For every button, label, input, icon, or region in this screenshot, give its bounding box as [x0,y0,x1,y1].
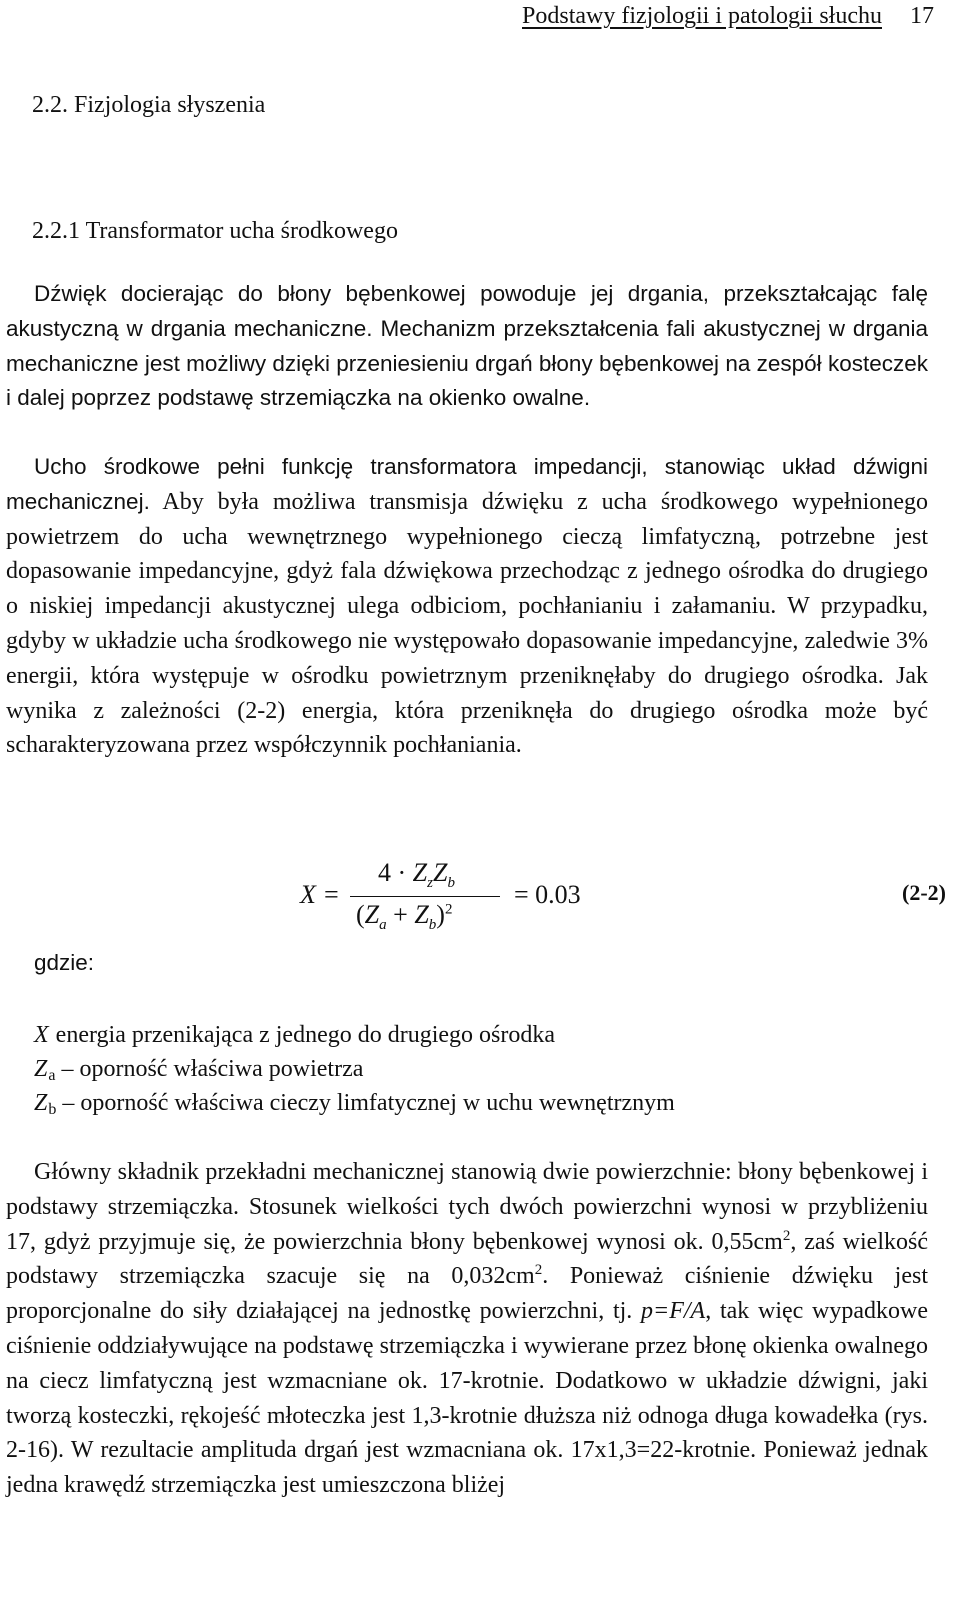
equation-result: = 0.03 [514,880,581,909]
equation-numerator: $4 \cdot Z_zZ_b$ [378,858,455,892]
paragraph-1-text: Dźwięk docierając do błony bębenkowej powoduje jej drgania, przekształcając falę akustyczną w drgania mechaniczne. Mechanizm przekształcenia fali akustycznej w drgania mechaniczne jest możliwy dzięki przeniesieniu drgań błony bębenkowej na zespół kosteczek i dalej poprzez podstawę strzemiączka na okienko owalne. [6,281,928,411]
paragraph-2-lead: Ucho środkowe pełni funkcję transformatora impedancji, stanowiąc układ dźwigni mechanicznej. [6,454,928,514]
page-number: 17 [910,3,934,29]
symbol-definitions [34,1018,675,1120]
where-label: gdzie: [34,950,95,975]
equation-denominator: $(Z_a + Z_b)^2$ [356,900,453,934]
section-heading: 2.2. Fizjologia słyszenia [32,92,266,118]
subsection-heading: 2.2.1 Transformator ucha środkowego [32,218,398,244]
definition-item: X energia przenikająca z jednego do drugiego ośrodka [34,1022,556,1048]
paragraph-3: Główny składnik przekładni mechanicznej stanowią dwie powierzchnie: błony bębenkowej i podstawy strzemiączka. Stosunek wielkości tych dwóch powierzchni wynosi w przybliżeniu 17, gdyż przyjmuje się, że powierzchnia błony bębenkowej wynosi ok. $0,55cm^2$, zaś wielkość podstawy strzemiączka szacuje się na $0,032cm^2$. Ponieważ ciśnienie dźwięku jest proporcjonalne do siły działającej na jednostkę powierzchni, tj. p=F/A, tak więc wypadkowe ciśnienie oddziaływujące na podstawę strzemiączka i wywierane przez błonę okienka owalnego na ciecz limfatyczną jest wzmacniane ok. 17-krotnie. Dodatkowo w układzie dźwigni, jaki tworzą kosteczki, rękojeść młoteczka jest 1,3-krotnie dłuższa niż odnoga długa kowadełka (rys. 2-16). W rezultacie amplituda drgań jest wzmacniana ok. 17x1,3=22-krotnie. Ponieważ jednak jedna krawędź strzemiączka jest umieszczona bliżej [6,1159,929,1499]
equation-number: (2-2) [902,880,946,905]
running-header-title: Podstawy fizjologii i patologii słuchu [522,3,882,29]
inline-formula: p=F/A [641,1298,706,1325]
paragraph-2 [6,450,928,763]
definition-item: $Z_b$ – oporność właściwa cieczy limfatycznej w uchu wewnętrznym [34,1090,675,1118]
equation-lhs: X = [300,880,340,909]
running-header [522,2,934,30]
paragraph-1 [6,277,928,416]
paragraph-2-text: Aby była możliwa transmisja dźwięku z ucha środkowego wypełnionego powietrzem do ucha wewnętrznego wypełnionego cieczą limfatyczną, potrzebne jest dopasowanie impedancyjne, gdyż fala dźwiękowa przechodząc z jednego ośrodka do drugiego o niskiej impedancji akustycznej ulega odbiciom, pochłanianiu i załamaniu. W przypadku, gdyby w układzie ucha środkowego nie występowało dopasowanie impedancyjne, zaledwie 3% energii, która występuje w ośrodku powietrznym przeniknęłaby do drugiego ośrodka. Jak wynika z zależności (2-2) energia, która przeniknęła do drugiego ośrodka może być scharakteryzowana przez współczynnik pochłaniania. [6,488,928,759]
definition-item: $Z_a$ – oporność właściwa powietrza [34,1056,364,1084]
fraction-bar [350,896,500,897]
